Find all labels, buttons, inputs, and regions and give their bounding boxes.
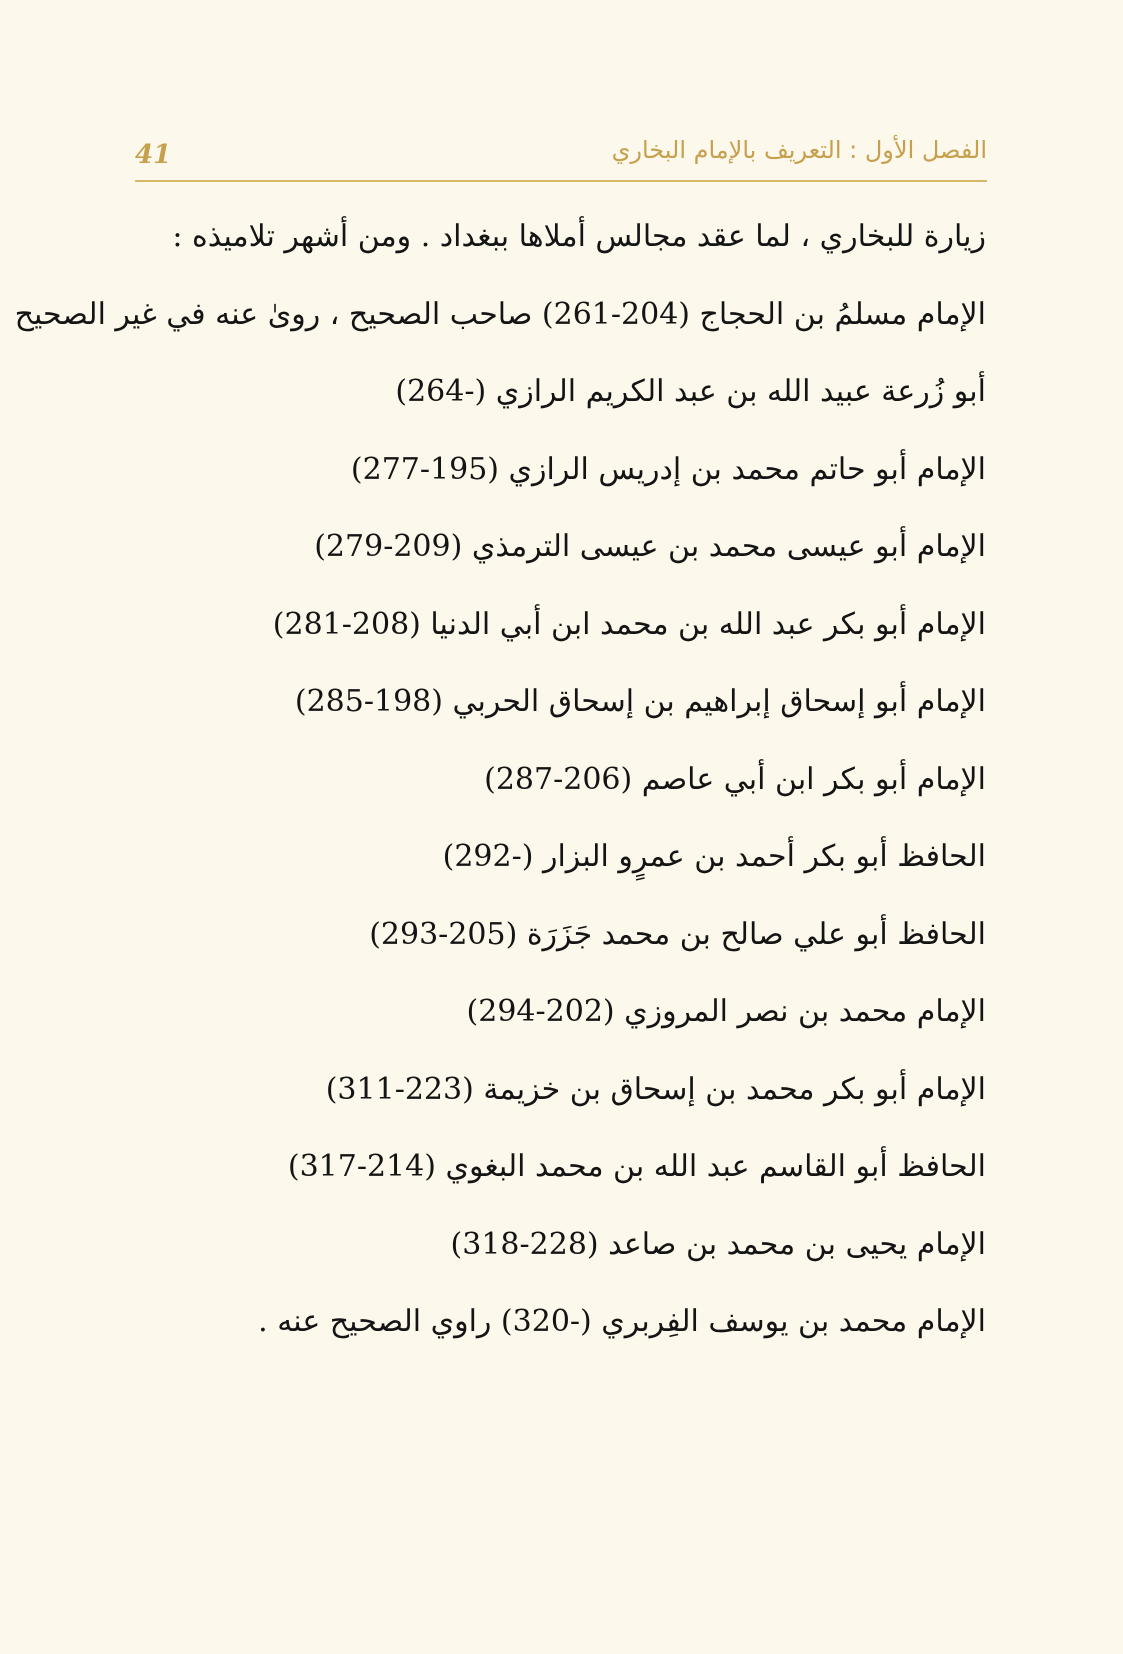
running-header bbox=[135, 132, 987, 182]
student-line: الإمام أبو بكر عبد الله بن محمد ابن أبي الدنيا (208-281) bbox=[272, 606, 986, 642]
body-text bbox=[14, 206, 986, 1369]
student-line: الإمام مسلمُ بن الحجاج (204-261) صاحب الصحيح ، روىٰ عنه في غير الصحيح bbox=[14, 296, 986, 332]
student-line: الإمام محمد بن يوسف الفِربري (-320) راوي الصحيح عنه . bbox=[258, 1304, 986, 1339]
student-line: الإمام يحيى بن محمد بن صاعد (228-318) bbox=[450, 1226, 986, 1262]
student-line: الإمام أبو بكر ابن أبي عاصم (206-287) bbox=[484, 761, 986, 797]
page-number: 41 bbox=[135, 140, 172, 170]
student-line: الإمام أبو حاتم محمد بن إدريس الرازي (195-277) bbox=[350, 451, 986, 487]
intro-line: زيارة للبخاري ، لما عقد مجالس أملاها ببغداد . ومن أشهر تلاميذه : bbox=[172, 219, 986, 254]
student-line: أبو زُرعة عبيد الله بن عبد الكريم الرازي (-264) bbox=[395, 374, 986, 409]
student-line: الحافظ أبو علي صالح بن محمد جَزَرَة (205-293) bbox=[369, 916, 986, 952]
student-line: الإمام أبو إسحاق إبراهيم بن إسحاق الحربي (198-285) bbox=[294, 684, 986, 719]
student-line: الإمام أبو عيسى محمد بن عيسى الترمذي (209-279) bbox=[314, 529, 986, 564]
student-line: الإمام محمد بن نصر المروزي (202-294) bbox=[466, 994, 986, 1029]
student-line: الحافظ أبو القاسم عبد الله بن محمد البغوي (214-317) bbox=[287, 1149, 986, 1184]
student-line: الإمام أبو بكر محمد بن إسحاق بن خزيمة (223-311) bbox=[325, 1071, 986, 1107]
chapter-title: الفصل الأول : التعريف بالإمام البخاري bbox=[611, 136, 987, 164]
student-line: الحافظ أبو بكر أحمد بن عمرٍو البزار (-292) bbox=[442, 839, 986, 874]
